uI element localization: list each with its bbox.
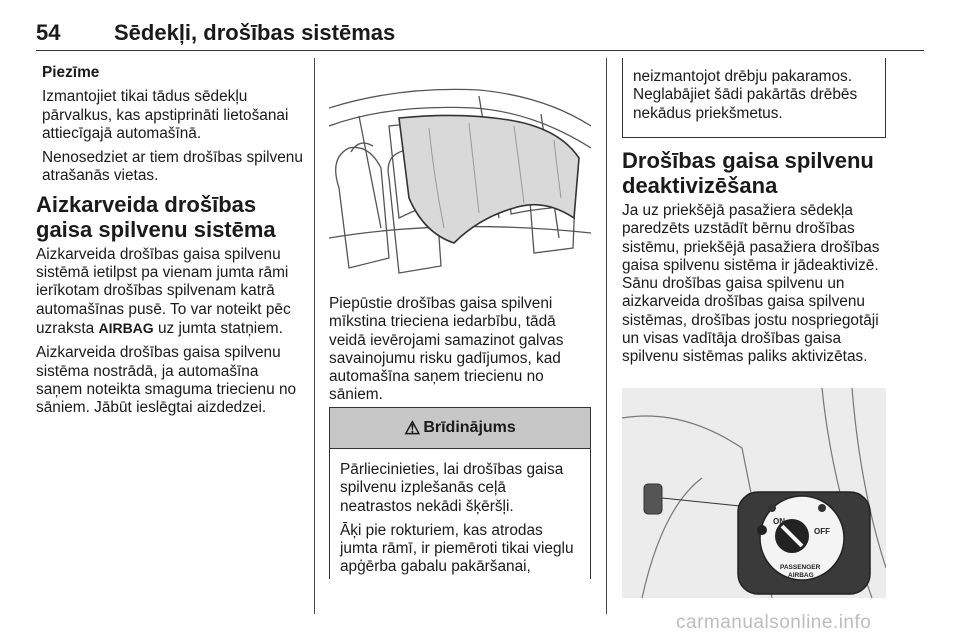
note-text-1: Izmantojiet tikai tādus sēdekļu pārvalkus, kas apstiprināti lietošanai attiecīgajā automašīnā.: [42, 88, 289, 142]
note-text-2: Nenosedziet ar tiem drošības spilvenu atrašanās vietas.: [42, 149, 303, 185]
warning-paragraph-2: Āķi pie rokturiem, kas atrodas jumta rāmī, ir piemēroti tikai vieglu apģērba gabalu pakāršanai,: [340, 521, 574, 576]
warning-title: Brīdinājums: [423, 419, 516, 436]
switch-label-passenger: PASSENGER: [780, 564, 821, 571]
airbag-on-symbol-icon: [768, 504, 776, 512]
airbag-keyword: AIRBAG: [98, 319, 154, 336]
column-divider-left: [314, 58, 315, 614]
left-column: [36, 64, 306, 423]
warning-triangle-icon: ⚠: [404, 417, 421, 438]
paragraph-deactivation: Ja uz priekšējā pasažiera sēdekļa paredzēts uzstādīt bērnu drošības sistēmu, priekšējā pasažiera drošības gaisa spilvenu sistēma ir jādeaktivizē. Sānu drošības gaisa spilvenu un aizkarveida drošības gaisa spilvenu sistēmas, drošības jostu nospriegotāji un visas vadītāja drošības gaisa spilvenu sistēmas paliks aktivizētas.: [622, 202, 880, 366]
middle-column: [329, 295, 591, 411]
note-title: Piezīme: [42, 64, 100, 81]
warning-paragraph-1: Pārliecinieties, lai drošības gaisa spilvenu izplešanās ceļā neatrastos nekādi šķēršļi.: [340, 461, 564, 515]
right-column: [622, 142, 888, 373]
warning-header: [330, 408, 590, 449]
warning-box: [329, 407, 591, 579]
paragraph-curtain-1: [36, 246, 306, 338]
page-number: 54: [36, 20, 61, 45]
section-heading-deactivation: Drošības gaisa spilvenu deaktivizēšana: [622, 148, 874, 198]
section-heading-curtain-airbag: Aizkarveida drošības gaisa spilvenu sistēma: [36, 191, 276, 242]
switch-location-marker: [644, 484, 662, 514]
indicator-light-icon: [757, 525, 767, 535]
header-rule: [36, 50, 924, 51]
para-text: uz jumta statņiem.: [153, 319, 283, 337]
column-divider-right: [606, 58, 607, 614]
airbag-off-symbol-icon: [818, 504, 826, 512]
switch-label-on: ON: [773, 517, 785, 526]
curtain-airbag-illustration: [329, 68, 591, 278]
para-text: Aizkarveida drošības gaisa spilvenu sistēmā ietilpst pa vienam jumta rāmi ierīkotam drošības spilvenam katrā automašīnas pusē. To var noteikt pēc uzraksta: [36, 245, 291, 337]
note-block: [36, 64, 306, 186]
page-header: [36, 20, 924, 50]
paragraph-curtain-2: Aizkarveida drošības gaisa spilvenu sistēma nostrādā, ja automašīna saņem noteikta smaguma triecienu no sāniem. Jābūt ieslēgtai aizdedzei.: [36, 344, 297, 417]
switch-label-off: OFF: [814, 527, 830, 536]
running-title: Sēdekļi, drošības sistēmas: [114, 20, 396, 45]
watermark: carmanualsonline.info: [676, 612, 872, 633]
switch-label-airbag: AIRBAG: [788, 572, 814, 579]
warning-continuation-text: neizmantojot drēbju pakaramos. Neglabājiet šādi pakārtās drēbēs nekādus priekšmetus.: [633, 68, 858, 122]
illustration-caption: Piepūstie drošības gaisa spilveni mīkstina trieciena iedarbību, tādā veidā ievērojami samazinot galvas savainojumu risku gadījumos, kad automašīna saņem triecienu no sāniem.: [329, 295, 564, 404]
curtain-airbag-shape: [399, 115, 579, 243]
warning-body: [330, 449, 590, 577]
airbag-switch-illustration: [622, 388, 886, 598]
warning-continuation-box: [622, 58, 886, 138]
